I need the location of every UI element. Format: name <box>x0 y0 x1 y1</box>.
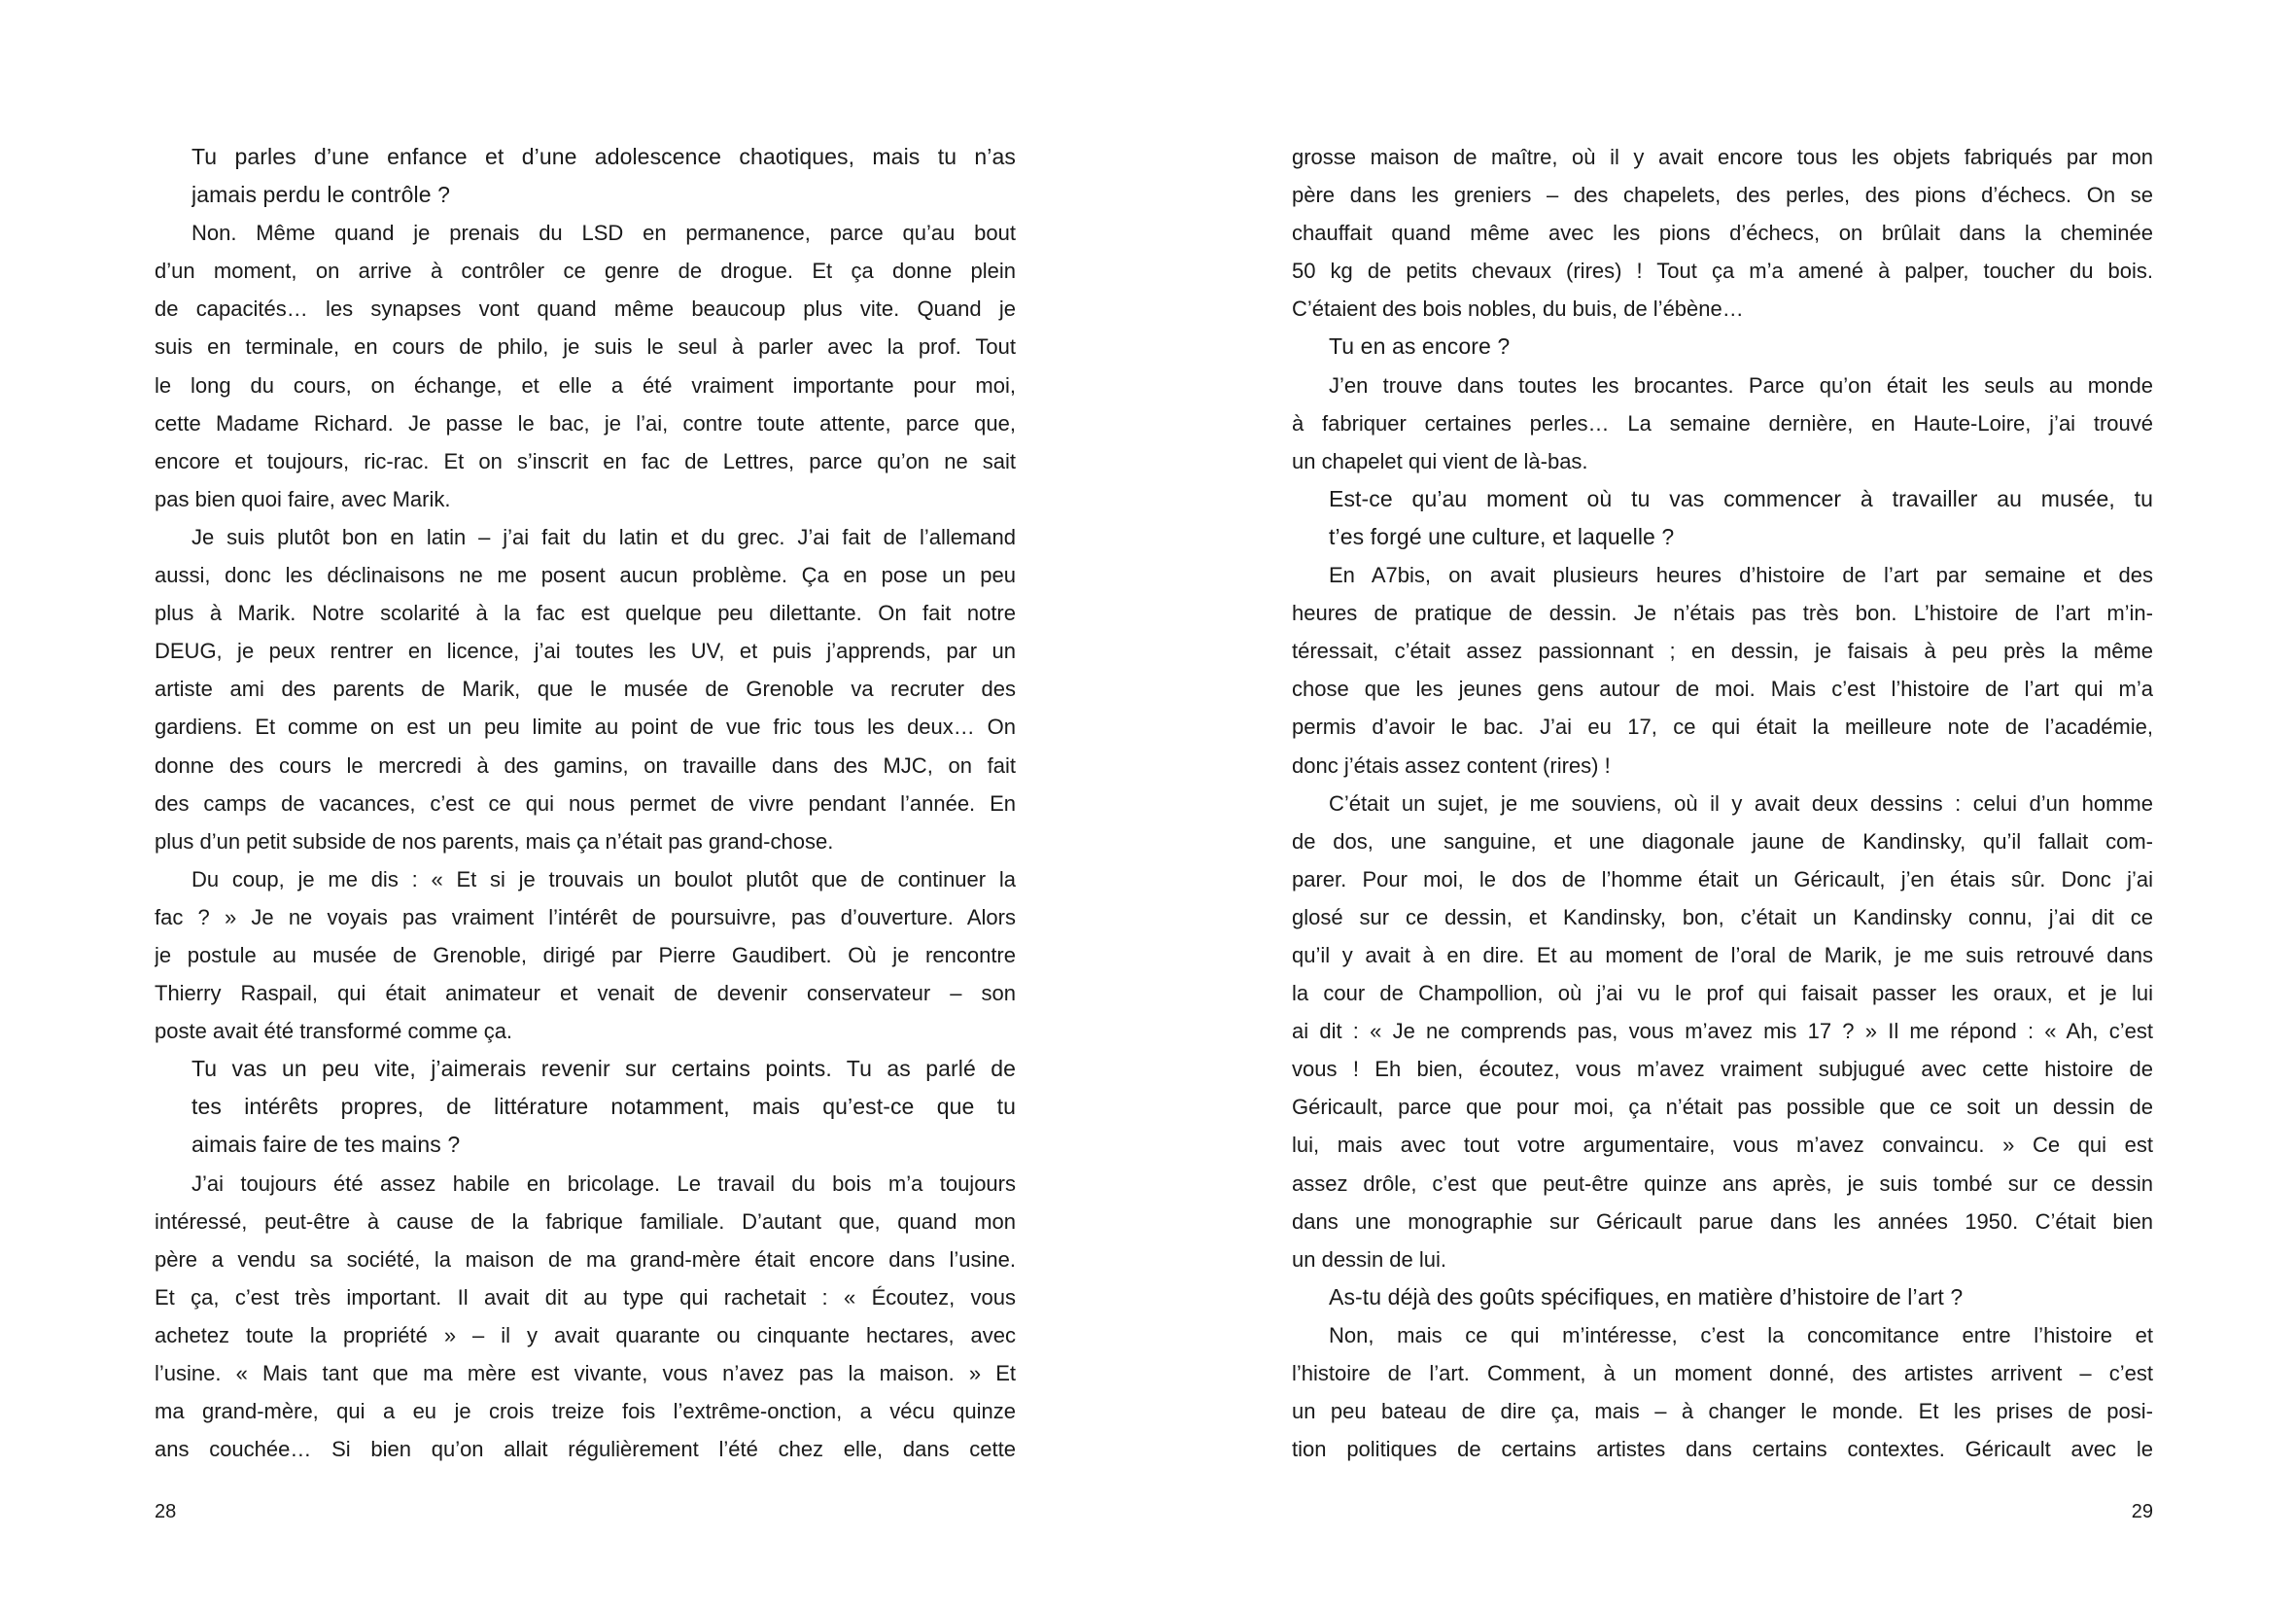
text-line: qu’il y avait à en dire. Et au moment de l’oral de Marik, je me suis retrouvé dans <box>1292 942 2153 967</box>
text-line: suis en terminale, en cours de philo, je suis le seul à parler avec la prof. Tout <box>155 334 1016 360</box>
text-line: Thierry Raspail, qui était animateur et venait de devenir conservateur – son <box>155 981 1016 1006</box>
text-line: poste avait été transformé comme ça. <box>155 1019 513 1044</box>
text-line: des camps de vacances, c’est ce qui nous permet de vivre pendant l’année. En <box>155 790 1016 816</box>
text-line: je postule au musée de Grenoble, dirigé par Pierre Gaudibert. Où je rencontre <box>155 942 1016 967</box>
text-line: l’usine. « Mais tant que ma mère est vivante, vous n’avez pas la maison. » Et <box>155 1361 1016 1385</box>
text-line: Tu vas un peu vite, j’aimerais revenir sur certains points. Tu as parlé de <box>191 1056 1016 1082</box>
text-line: lui, mais avec tout votre argumentaire, vous m’avez convaincu. » Ce qui est <box>1292 1133 2153 1158</box>
text-line: achetez toute la propriété » – il y avait quarante ou cinquante hectares, avec <box>155 1322 1016 1347</box>
text-line: un peu bateau de dire ça, mais – à changer le monde. Et les prises de posi- <box>1292 1399 2153 1424</box>
text-line: ma grand-mère, qui a eu je crois treize fois l’extrême-onction, a vécu quinze <box>155 1399 1016 1424</box>
text-line: As-tu déjà des goûts spécifiques, en matière d’histoire de l’art ? <box>1329 1283 1964 1310</box>
text-line: encore et toujours, ric-rac. Et on s’inscrit en fac de Lettres, parce qu’on ne sait <box>155 448 1016 473</box>
text-line: gardiens. Et comme on est un peu limite au point de vue fric tous les deux… On <box>155 715 1016 740</box>
text-line: plus d’un petit subside de nos parents, mais ça n’était pas grand-chose. <box>155 828 834 854</box>
text-line: aussi, donc les déclinaisons ne me posent aucun problème. Ça en pose un peu <box>155 563 1016 588</box>
text-line: de dos, une sanguine, et une diagonale jaune de Kandinsky, qu’il fallait com- <box>1292 828 2153 854</box>
text-line: un dessin de lui. <box>1292 1246 1446 1272</box>
text-line: parer. Pour moi, le dos de l’homme était un Géricault, j’en étais sûr. Donc j’ai <box>1292 866 2153 891</box>
text-line: la cour de Champollion, où j’ai vu le prof qui faisait passer les oraux, et je lui <box>1292 981 2153 1006</box>
text-line: tion politiques de certains artistes dans certains contextes. Géricault avec le <box>1292 1437 2153 1462</box>
right-page <box>1148 0 2296 1607</box>
text-line: ans couchée… Si bien qu’on allait régulièrement l’été chez elle, dans cette <box>155 1437 1016 1462</box>
text-line: grosse maison de maître, où il y avait encore tous les objets fabriqués par mon <box>1292 145 2153 169</box>
text-line: chose que les jeunes gens autour de moi. Mais c’est l’histoire de l’art qui m’a <box>1292 677 2153 702</box>
text-line: Tu en as encore ? <box>1329 333 1511 360</box>
text-line: DEUG, je peux rentrer en licence, j’ai toutes les UV, et puis j’apprends, par un <box>155 639 1016 664</box>
text-line: Géricault, parce que pour moi, ça n’était pas possible que ce soit un dessin de <box>1292 1095 2153 1120</box>
text-line: assez drôle, c’est que peut-être quinze ans après, je suis tombé sur ce dessin <box>1292 1170 2153 1196</box>
text-line: pas bien quoi faire, avec Marik. <box>155 486 451 511</box>
text-line: l’histoire de l’art. Comment, à un moment donné, des artistes arrivent – c’est <box>1292 1361 2153 1385</box>
left-page-text-column <box>155 138 1016 1468</box>
answer-paragraph <box>1292 367 2153 480</box>
text-line: Du coup, je me dis : « Et si je trouvais un boulot plutôt que de continuer la <box>191 866 1016 891</box>
text-line: heures de pratique de dessin. Je n’étais pas très bon. L’histoire de l’art m’in- <box>1292 601 2153 626</box>
answer-paragraph <box>155 214 1016 518</box>
text-line: En A7bis, on avait plusieurs heures d’histoire de l’art par semaine et des <box>1329 563 2153 588</box>
text-line: 50 kg de petits chevaux (rires) ! Tout ça m’a amené à palper, toucher du bois. <box>1292 259 2153 284</box>
interview-question <box>1292 1278 2153 1316</box>
answer-paragraph <box>1292 138 2153 328</box>
page-number: 29 <box>2131 1501 2153 1522</box>
text-line: glosé sur ce dessin, et Kandinsky, bon, c’était un Kandinsky connu, j’ai dit ce <box>1292 904 2153 929</box>
text-line: C’était un sujet, je me souviens, où il y avait deux dessins : celui d’un homme <box>1329 790 2153 816</box>
text-line: dans une monographie sur Géricault parue dans les années 1950. C’était bien <box>1292 1208 2153 1234</box>
text-line: à fabriquer certaines perles… La semaine dernière, en Haute-Loire, j’ai trouvé <box>1292 410 2153 436</box>
text-line: J’en trouve dans toutes les brocantes. Parce qu’on était les seuls au monde <box>1329 372 2153 398</box>
text-line: père a vendu sa société, la maison de ma grand-mère était encore dans l’usine. <box>155 1246 1016 1272</box>
text-line: tes intérêts propres, de littérature notamment, mais qu’est-ce que tu <box>191 1094 1016 1120</box>
text-line: ai dit : « Je ne comprends pas, vous m’avez mis 17 ? » Il me répond : « Ah, c’est <box>1292 1019 2153 1044</box>
text-line: aimais faire de tes mains ? <box>191 1132 461 1158</box>
text-line: Non, mais ce qui m’intéresse, c’est la concomitance entre l’histoire et <box>1329 1322 2153 1347</box>
text-line: plus à Marik. Notre scolarité à la fac est quelque peu dilettante. On fait notre <box>155 601 1016 626</box>
text-line: donc j’étais assez content (rires) ! <box>1292 752 1611 778</box>
text-line: fac ? » Je ne voyais pas vraiment l’intérêt de poursuivre, pas d’ouverture. Alors <box>155 904 1016 929</box>
text-line: Je suis plutôt bon en latin – j’ai fait du latin et du grec. J’ai fait de l’allemand <box>191 524 1016 549</box>
text-line: permis d’avoir le bac. J’ai eu 17, ce qui était la meilleure note de l’académie, <box>1292 715 2153 740</box>
interview-question <box>155 1050 1016 1164</box>
text-line: artiste ami des parents de Marik, que le musée de Grenoble va recruter des <box>155 677 1016 702</box>
text-line: Tu parles d’une enfance et d’une adolescence chaotiques, mais tu n’as <box>191 144 1016 169</box>
text-line: un chapelet qui vient de là-bas. <box>1292 448 1588 473</box>
answer-paragraph <box>155 518 1016 860</box>
interview-question <box>1292 480 2153 556</box>
text-line: intéressé, peut-être à cause de la fabrique familiale. D’autant que, quand mon <box>155 1208 1016 1234</box>
text-line: Et ça, c’est très important. Il avait dit au type qui rachetait : « Écoutez, vous <box>155 1284 1016 1310</box>
text-line: le long du cours, on échange, et elle a été vraiment importante pour moi, <box>155 372 1016 398</box>
text-line: père dans les greniers – des chapelets, des perles, des pions d’échecs. On se <box>1292 183 2153 208</box>
text-line: Non. Même quand je prenais du LSD en permanence, parce qu’au bout <box>191 221 1016 246</box>
answer-paragraph <box>155 1165 1016 1469</box>
interview-question <box>1292 328 2153 366</box>
text-line: t’es forgé une culture, et laquelle ? <box>1329 523 1675 549</box>
text-line: de capacités… les synapses vont quand même beaucoup plus vite. Quand je <box>155 297 1016 322</box>
right-page-text-column <box>1292 138 2153 1468</box>
text-line: d’un moment, on arrive à contrôler ce genre de drogue. Et ça donne plein <box>155 259 1016 284</box>
interview-question <box>155 138 1016 214</box>
text-line: J’ai toujours été assez habile en bricolage. Le travail du bois m’a toujours <box>191 1170 1016 1196</box>
answer-paragraph <box>155 860 1016 1050</box>
text-line: C’étaient des bois nobles, du buis, de l’ébène… <box>1292 297 1744 322</box>
text-line: vous ! Eh bien, écoutez, vous m’avez vraiment subjugué avec cette histoire de <box>1292 1057 2153 1082</box>
answer-paragraph <box>1292 785 2153 1278</box>
page-number: 28 <box>155 1501 177 1522</box>
text-line: cette Madame Richard. Je passe le bac, je l’ai, contre toute attente, parce que, <box>155 410 1016 436</box>
text-line: téressait, c’était assez passionnant ; en dessin, je faisais à peu près la même <box>1292 639 2153 664</box>
text-line: Est-ce qu’au moment où tu vas commencer à travailler au musée, tu <box>1329 485 2153 511</box>
answer-paragraph <box>1292 1316 2153 1468</box>
text-line: donne des cours le mercredi à des gamins, on travaille dans des MJC, on fait <box>155 752 1016 778</box>
text-line: jamais perdu le contrôle ? <box>191 182 450 208</box>
text-line: chauffait quand même avec les pions d’échecs, on brûlait dans la cheminée <box>1292 221 2153 246</box>
answer-paragraph <box>1292 556 2153 785</box>
